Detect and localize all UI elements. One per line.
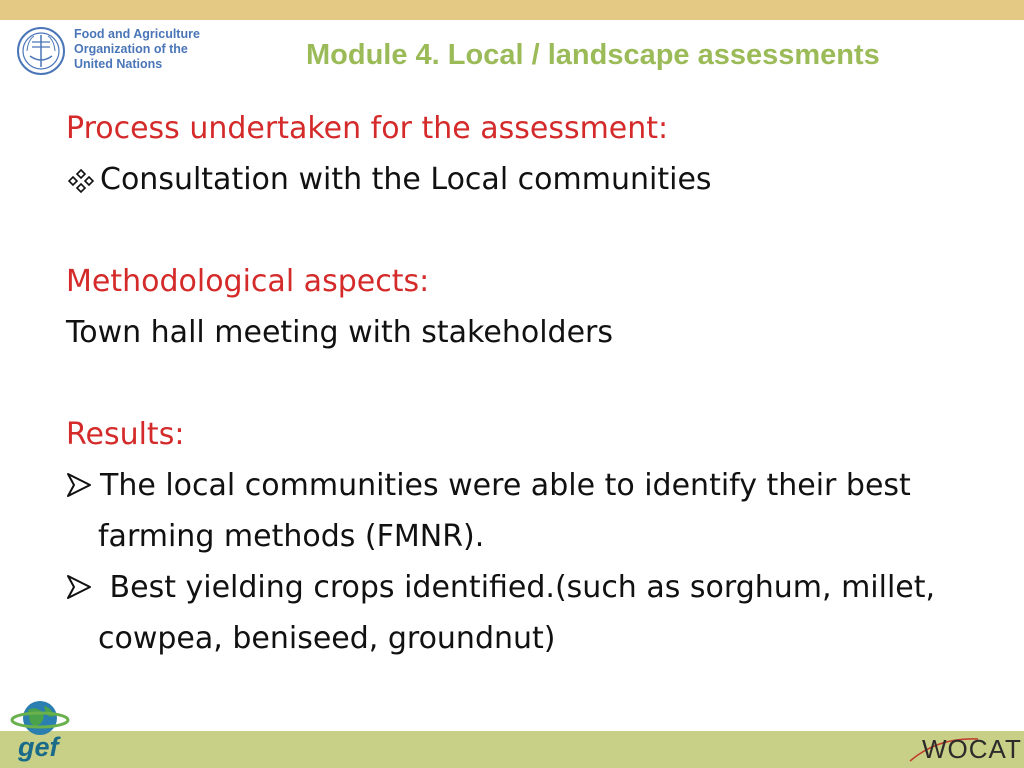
wocat-text: WOCAT bbox=[922, 734, 1022, 764]
arrow-bullet-icon bbox=[66, 574, 92, 600]
consultation-bullet bbox=[66, 154, 1006, 205]
results-bullet-1-line-1: The local communities were able to identify their best bbox=[100, 468, 911, 503]
consultation-text: Consultation with the Local communities bbox=[100, 162, 712, 197]
fao-text-line-1: Food and Agriculture bbox=[74, 27, 200, 41]
results-bullet-1 bbox=[66, 460, 1006, 511]
results-bullet-2-line-1: Best yielding crops identified.(such as sorghum, millet, bbox=[100, 570, 936, 605]
fao-logo bbox=[16, 26, 206, 76]
results-bullet-2-line-2: cowpea, beniseed, groundnut) bbox=[98, 621, 556, 656]
slide-content bbox=[66, 103, 1006, 664]
fao-text-line-3: United Nations bbox=[74, 57, 163, 71]
fao-emblem-icon bbox=[16, 26, 66, 76]
module-title: Module 4. Local / landscape assessments bbox=[306, 39, 880, 71]
process-heading: Process undertaken for the assessment: bbox=[66, 111, 669, 146]
top-decorative-bar bbox=[0, 0, 1024, 20]
results-bullet-1-line-2: farming methods (FMNR). bbox=[98, 519, 485, 554]
results-heading: Results: bbox=[66, 417, 185, 452]
results-bullet-2 bbox=[66, 562, 1006, 613]
gef-text: gef bbox=[18, 732, 59, 762]
fao-text bbox=[74, 27, 200, 72]
bottom-decorative-bar bbox=[0, 731, 1024, 768]
arrow-bullet-icon bbox=[66, 472, 92, 498]
diamond-bullet-icon bbox=[68, 169, 94, 193]
fao-text-line-2: Organization of the bbox=[74, 42, 188, 56]
gef-logo bbox=[8, 698, 74, 766]
town-hall-text: Town hall meeting with stakeholders bbox=[66, 315, 613, 350]
methodological-heading: Methodological aspects: bbox=[66, 264, 430, 299]
wocat-logo bbox=[908, 733, 1020, 767]
